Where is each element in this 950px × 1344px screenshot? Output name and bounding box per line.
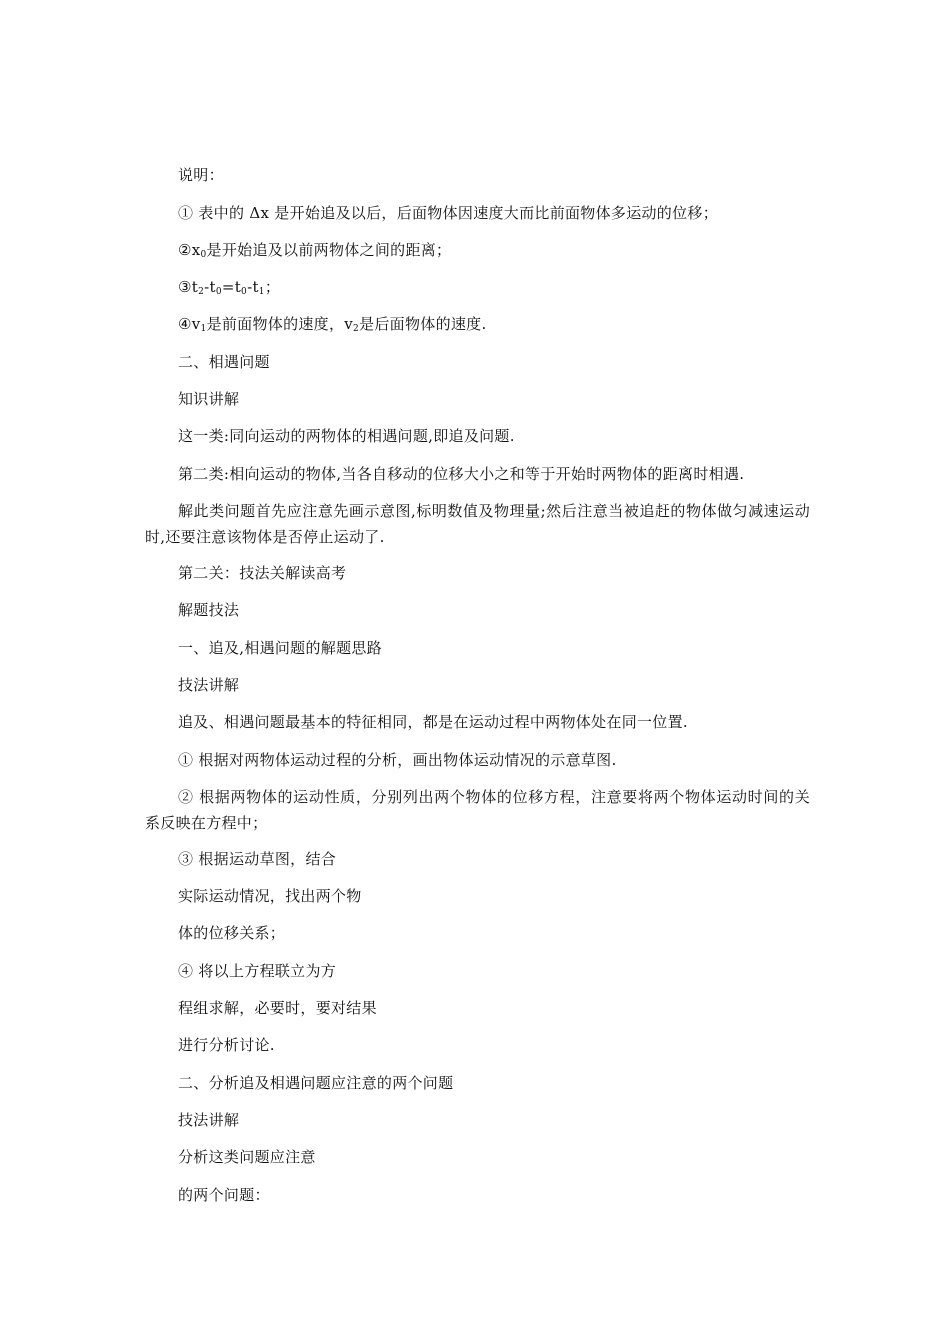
note-4-part: 是后面物体的速度. bbox=[359, 315, 487, 333]
note-1: ① 表中的 Δx 是开始追及以后，后面物体因速度大而比前面物体多运动的位移； bbox=[178, 204, 718, 222]
step-three-line-3: 体的位移关系； bbox=[178, 924, 286, 942]
note-3-subscript: 0 bbox=[241, 287, 248, 297]
step-three-line-2: 实际运动情况，找出两个物 bbox=[178, 887, 362, 905]
section-heading-meeting: 二、相遇问题 bbox=[178, 353, 270, 371]
method-one-intro: 追及、相遇问题最基本的特征相同，都是在运动过程中两物体处在同一位置. bbox=[178, 713, 688, 731]
solve-paragraph: 解此类问题首先应注意先画示意图,标明数值及物理量;然后注意当被追赶的物体做匀减速运动时,还要注意该物体是否停止运动了. bbox=[145, 502, 810, 546]
method-one-subheading: 技法讲解 bbox=[178, 676, 240, 694]
step-four-line-3: 进行分析讨论. bbox=[178, 1036, 275, 1054]
method-heading: 解题技法 bbox=[178, 601, 240, 619]
note-2 bbox=[178, 240, 451, 260]
note-3 bbox=[178, 277, 280, 297]
note-3-subscript: 2 bbox=[198, 287, 205, 297]
note-4-subscript: 1 bbox=[200, 324, 207, 334]
level-two-heading: 第二关：技法关解读高考 bbox=[178, 564, 347, 582]
step-three-line-1: ③ 根据运动草图，结合 bbox=[178, 850, 337, 868]
method-two-line-1: 分析这类问题应注意 bbox=[178, 1148, 316, 1166]
step-four-line-2: 程组求解，必要时，要对结果 bbox=[178, 999, 377, 1017]
note-3-part: ③t bbox=[178, 278, 199, 296]
step-one: ① 根据对两物体运动过程的分析，画出物体运动情况的示意草图. bbox=[178, 751, 617, 769]
notes-title: 说明： bbox=[178, 166, 224, 184]
note-2-text: ②x bbox=[178, 241, 201, 259]
note-2-text-rest: 是开始追及以前两物体之间的距离； bbox=[206, 241, 452, 259]
note-3-subscript: 1 bbox=[258, 287, 265, 297]
note-2-subscript: 0 bbox=[200, 250, 207, 260]
note-3-part: -t bbox=[204, 278, 216, 296]
method-two-line-2: 的两个问题： bbox=[178, 1186, 270, 1204]
note-4-part: 是前面物体的速度，v bbox=[206, 315, 354, 333]
note-3-part: =t bbox=[221, 278, 242, 296]
method-two-subheading: 技法讲解 bbox=[178, 1111, 240, 1129]
type-one-paragraph: 这一类:同向运动的两物体的相遇问题,即追及问题. bbox=[178, 427, 515, 445]
note-4-subscript: 2 bbox=[353, 324, 360, 334]
method-two-heading: 二、分析追及相遇问题应注意的两个问题 bbox=[178, 1074, 454, 1092]
note-4-part: ④v bbox=[178, 315, 201, 333]
method-one-heading: 一、追及,相遇问题的解题思路 bbox=[178, 639, 382, 657]
note-3-part: ； bbox=[264, 278, 281, 296]
note-3-part: -t bbox=[247, 278, 259, 296]
note-3-subscript: 0 bbox=[215, 287, 222, 297]
note-4 bbox=[178, 314, 487, 334]
step-two: ② 根据两物体的运动性质，分别列出两个物体的位移方程，注意要将两个物体运动时间的关系反映在方程中； bbox=[145, 788, 810, 832]
knowledge-heading: 知识讲解 bbox=[178, 390, 240, 408]
step-four-line-1: ④ 将以上方程联立为方 bbox=[178, 962, 337, 980]
type-two-paragraph: 第二类:相向运动的物体,当各自移动的位移大小之和等于开始时两物体的距离时相遇. bbox=[178, 465, 745, 483]
